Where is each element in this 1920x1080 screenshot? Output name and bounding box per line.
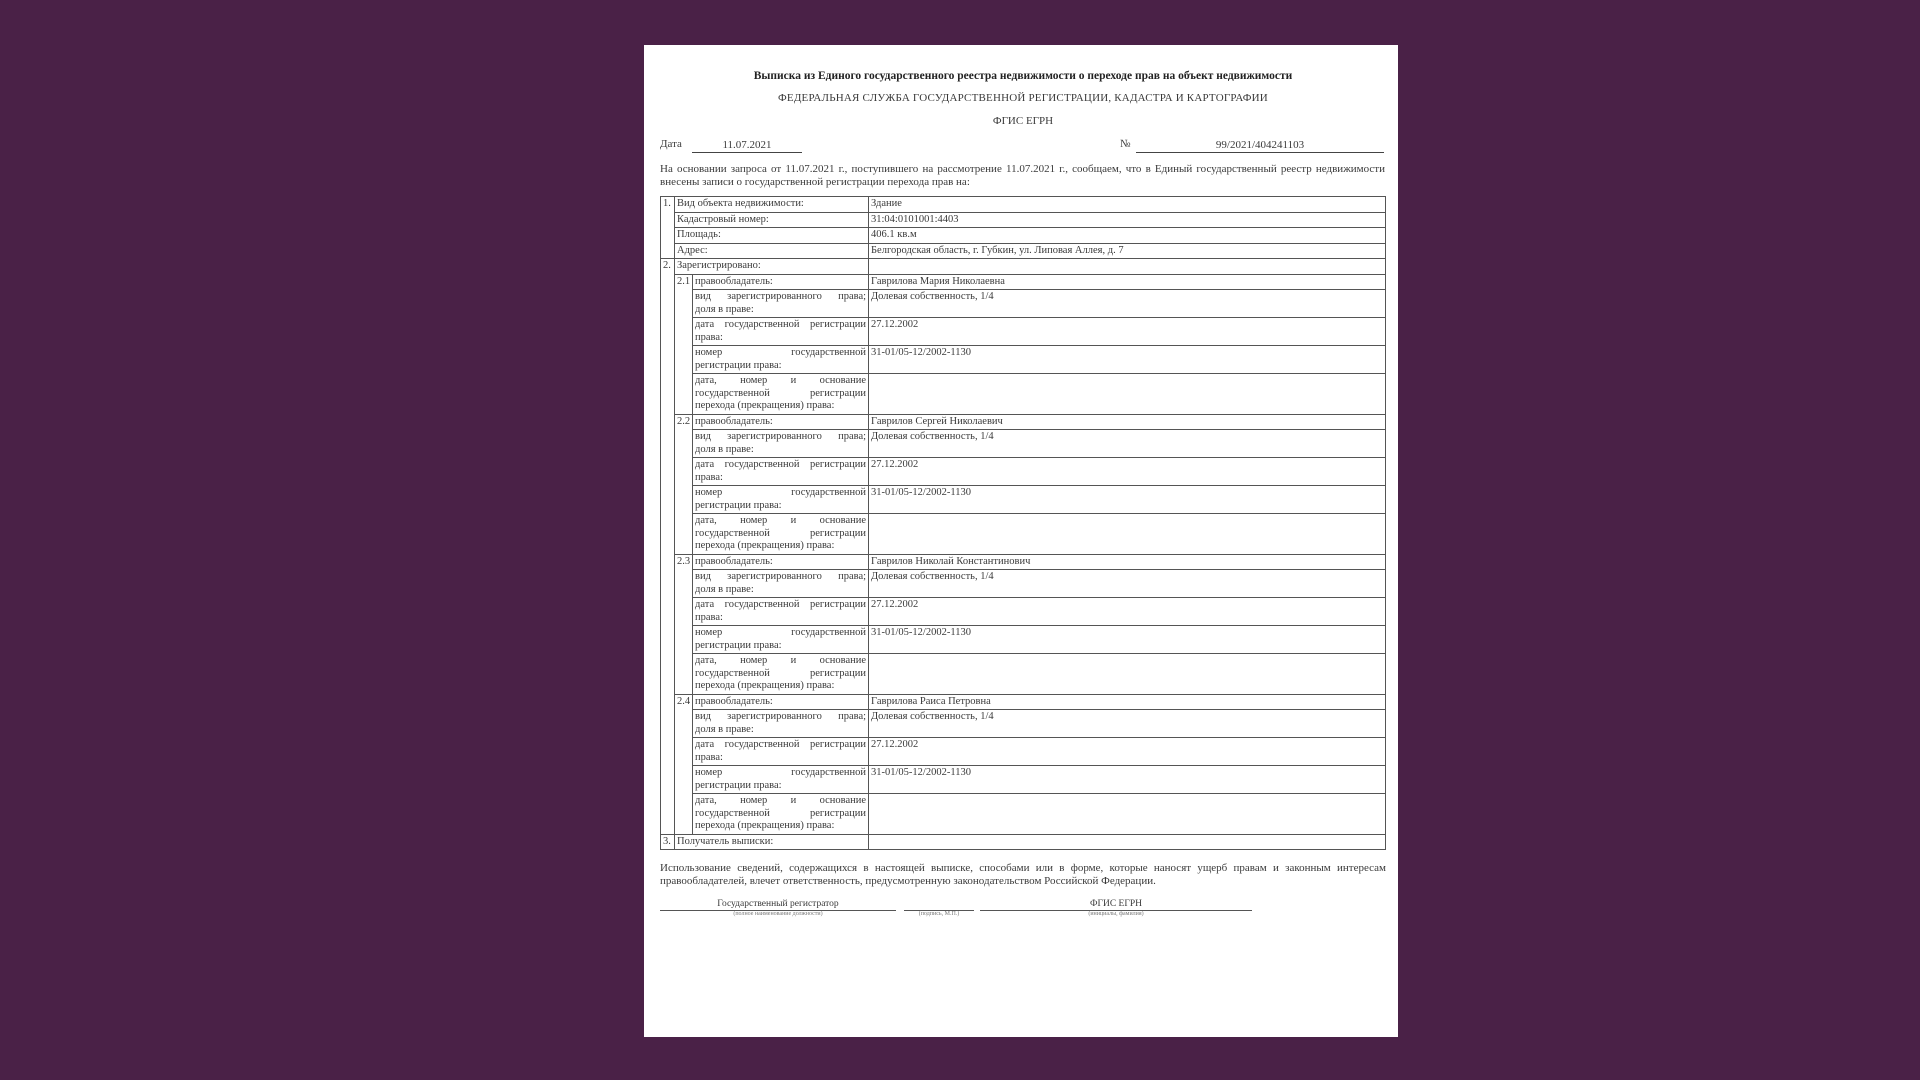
transfer-basis-row <box>661 794 1386 835</box>
section-3-number: 3. <box>661 834 675 850</box>
registration-number-row <box>661 346 1386 374</box>
registration-date-value: 27.12.2002 <box>869 318 1386 346</box>
registration-date-label-line: дата государственной регистрации <box>695 739 867 750</box>
right-type-row <box>661 430 1386 458</box>
registration-number-label-line: номер государственной <box>695 347 867 358</box>
date-number-line <box>660 138 1386 154</box>
transfer-basis-value <box>869 374 1386 415</box>
registration-number-row <box>661 486 1386 514</box>
holder-value: Гаврилова Мария Николаевна <box>869 274 1386 290</box>
recipient-label: Получатель выписки: <box>675 834 869 850</box>
registration-number-label-line: регистрации права: <box>695 499 782 511</box>
transfer-basis-label-line: государственной регистрации <box>695 527 867 539</box>
registrar-position: Государственный регистратор <box>660 899 896 911</box>
transfer-basis-label-line: перехода (прекращения) права: <box>695 400 835 411</box>
registration-date-label <box>693 598 869 626</box>
right-type-label-line: доля в праве: <box>695 583 754 595</box>
holder-row <box>661 554 1386 570</box>
entry-number: 2.4 <box>675 694 693 834</box>
registration-date-label <box>693 318 869 346</box>
registration-number-label <box>693 626 869 654</box>
recipient-row <box>661 834 1386 850</box>
registration-number-value: 31-01/05-12/2002-1130 <box>869 766 1386 794</box>
right-type-value: Долевая собственность, 1/4 <box>869 430 1386 458</box>
transfer-basis-label-line: государственной регистрации <box>695 807 867 819</box>
registration-date-label-line: права: <box>695 611 723 623</box>
address-label: Адрес: <box>675 243 869 259</box>
transfer-basis-row <box>661 514 1386 555</box>
transfer-basis-label-line: государственной регистрации <box>695 387 867 399</box>
registration-number-label-line: номер государственной <box>695 487 867 498</box>
right-type-row <box>661 570 1386 598</box>
date-label: Дата <box>660 138 682 150</box>
registration-date-label <box>693 458 869 486</box>
registration-date-value: 27.12.2002 <box>869 598 1386 626</box>
registration-number-label-line: номер государственной <box>695 767 867 778</box>
number-label: № <box>1120 138 1131 150</box>
transfer-basis-label-line: дата, номер и основание <box>695 375 867 386</box>
registration-date-row <box>661 598 1386 626</box>
holder-label: правообладатель: <box>693 694 869 710</box>
address-row <box>661 243 1386 259</box>
right-type-label-line: доля в праве: <box>695 443 754 455</box>
holder-value: Гаврилова Раиса Петровна <box>869 694 1386 710</box>
registration-date-label-line: права: <box>695 471 723 483</box>
registration-date-label-line: дата государственной регистрации <box>695 319 867 330</box>
name-caption: (инициалы, фамилия) <box>1088 911 1144 917</box>
signature-caption: (подпись, М.П.) <box>918 911 960 917</box>
registration-date-row <box>661 458 1386 486</box>
transfer-basis-label <box>693 374 869 415</box>
area-value: 406.1 кв.м <box>869 228 1386 244</box>
right-type-label <box>693 710 869 738</box>
holder-label: правообладатель: <box>693 274 869 290</box>
signature-line <box>904 899 974 911</box>
area-label: Площадь: <box>675 228 869 244</box>
cadastral-row <box>661 212 1386 228</box>
transfer-basis-label-line: государственной регистрации <box>695 667 867 679</box>
section-1-number: 1. <box>661 197 675 259</box>
right-type-row <box>661 710 1386 738</box>
right-type-label <box>693 290 869 318</box>
object-type-label: Вид объекта недвижимости: <box>675 197 869 213</box>
registry-table <box>660 196 1386 850</box>
object-type-value: Здание <box>869 197 1386 213</box>
transfer-basis-value <box>869 654 1386 695</box>
registered-header-row <box>661 259 1386 275</box>
address-value: Белгородская область, г. Губкин, ул. Липовая Аллея, д. 7 <box>869 243 1386 259</box>
registration-number-row <box>661 626 1386 654</box>
registration-date-label-line: дата государственной регистрации <box>695 459 867 470</box>
holder-row <box>661 274 1386 290</box>
registered-value <box>869 259 1386 275</box>
recipient-value <box>869 834 1386 850</box>
signature-block <box>660 899 1386 923</box>
right-type-label-line: доля в праве: <box>695 303 754 315</box>
registration-date-label <box>693 738 869 766</box>
right-type-value: Долевая собственность, 1/4 <box>869 290 1386 318</box>
registration-number-label <box>693 486 869 514</box>
cadastral-label: Кадастровый номер: <box>675 212 869 228</box>
registration-number-label-line: регистрации права: <box>695 639 782 651</box>
cadastral-value: 31:04:0101001:4403 <box>869 212 1386 228</box>
right-type-label-line: вид зарегистрированного права; <box>695 431 867 442</box>
registrar-name: ФГИС ЕГРН <box>980 899 1252 911</box>
right-type-label-line: вид зарегистрированного права; <box>695 291 867 302</box>
intro-paragraph: На основании запроса от 11.07.2021 г., поступившего на рассмотрение 11.07.2021 г., сообщаем, что в Единый государственный реестр недвижимости внесены записи о государственной регистрации перехода прав на: <box>660 163 1385 188</box>
transfer-basis-label-line: дата, номер и основание <box>695 515 867 526</box>
transfer-basis-label-line: перехода (прекращения) права: <box>695 680 835 691</box>
transfer-basis-label-line: дата, номер и основание <box>695 655 867 666</box>
section-2-number: 2. <box>661 259 675 835</box>
entry-number: 2.3 <box>675 554 693 694</box>
registration-number-label <box>693 766 869 794</box>
right-type-value: Долевая собственность, 1/4 <box>869 710 1386 738</box>
document-title: Выписка из Единого государственного реестра недвижимости о переходе прав на объект недвижимости <box>753 70 1293 82</box>
right-type-label-line: вид зарегистрированного права; <box>695 711 867 722</box>
entry-number: 2.2 <box>675 414 693 554</box>
registration-date-label-line: дата государственной регистрации <box>695 599 867 610</box>
object-type-row <box>661 197 1386 213</box>
registered-label: Зарегистрировано: <box>675 259 869 275</box>
agency-name: ФЕДЕРАЛЬНАЯ СЛУЖБА ГОСУДАРСТВЕННОЙ РЕГИСТРАЦИИ, КАДАСТРА И КАРТОГРАФИИ <box>778 92 1268 104</box>
registration-number-row <box>661 766 1386 794</box>
registration-date-label-line: права: <box>695 751 723 763</box>
right-type-label-line: вид зарегистрированного права; <box>695 571 867 582</box>
registration-number-label-line: регистрации права: <box>695 779 782 791</box>
right-type-label-line: доля в праве: <box>695 723 754 735</box>
holder-label: правообладатель: <box>693 554 869 570</box>
registration-date-label-line: права: <box>695 331 723 343</box>
right-type-row <box>661 290 1386 318</box>
registration-number-label <box>693 346 869 374</box>
holder-row <box>661 414 1386 430</box>
registration-number-label-line: регистрации права: <box>695 359 782 371</box>
right-type-label <box>693 570 869 598</box>
holder-label: правообладатель: <box>693 414 869 430</box>
transfer-basis-value <box>869 514 1386 555</box>
transfer-basis-label-line: перехода (прекращения) права: <box>695 820 835 831</box>
date-value: 11.07.2021 <box>692 138 802 153</box>
transfer-basis-row <box>661 654 1386 695</box>
transfer-basis-label <box>693 514 869 555</box>
document-number: 99/2021/404241103 <box>1136 138 1384 153</box>
registration-number-label-line: номер государственной <box>695 627 867 638</box>
registration-date-row <box>661 318 1386 346</box>
footer-notice: Использование сведений, содержащихся в настоящей выписке, способами или в форме, которые наносят ущерб правам и законным интересам правообладателей, влечет ответственность, предусмотренную законодательством Российской Федерации. <box>660 862 1386 887</box>
holder-value: Гаврилов Сергей Николаевич <box>869 414 1386 430</box>
transfer-basis-label <box>693 794 869 835</box>
transfer-basis-label-line: дата, номер и основание <box>695 795 867 806</box>
right-type-label <box>693 430 869 458</box>
registration-number-value: 31-01/05-12/2002-1130 <box>869 486 1386 514</box>
entry-number: 2.1 <box>675 274 693 414</box>
position-caption: (полное наименование должности) <box>733 911 823 917</box>
registration-number-value: 31-01/05-12/2002-1130 <box>869 346 1386 374</box>
registration-number-value: 31-01/05-12/2002-1130 <box>869 626 1386 654</box>
holder-row <box>661 694 1386 710</box>
registration-date-value: 27.12.2002 <box>869 738 1386 766</box>
transfer-basis-label-line: перехода (прекращения) права: <box>695 540 835 551</box>
transfer-basis-label <box>693 654 869 695</box>
document-page <box>644 45 1398 1037</box>
registration-date-row <box>661 738 1386 766</box>
registration-date-value: 27.12.2002 <box>869 458 1386 486</box>
right-type-value: Долевая собственность, 1/4 <box>869 570 1386 598</box>
transfer-basis-row <box>661 374 1386 415</box>
holder-value: Гаврилов Николай Константинович <box>869 554 1386 570</box>
transfer-basis-value <box>869 794 1386 835</box>
area-row <box>661 228 1386 244</box>
system-name: ФГИС ЕГРН <box>992 115 1054 127</box>
